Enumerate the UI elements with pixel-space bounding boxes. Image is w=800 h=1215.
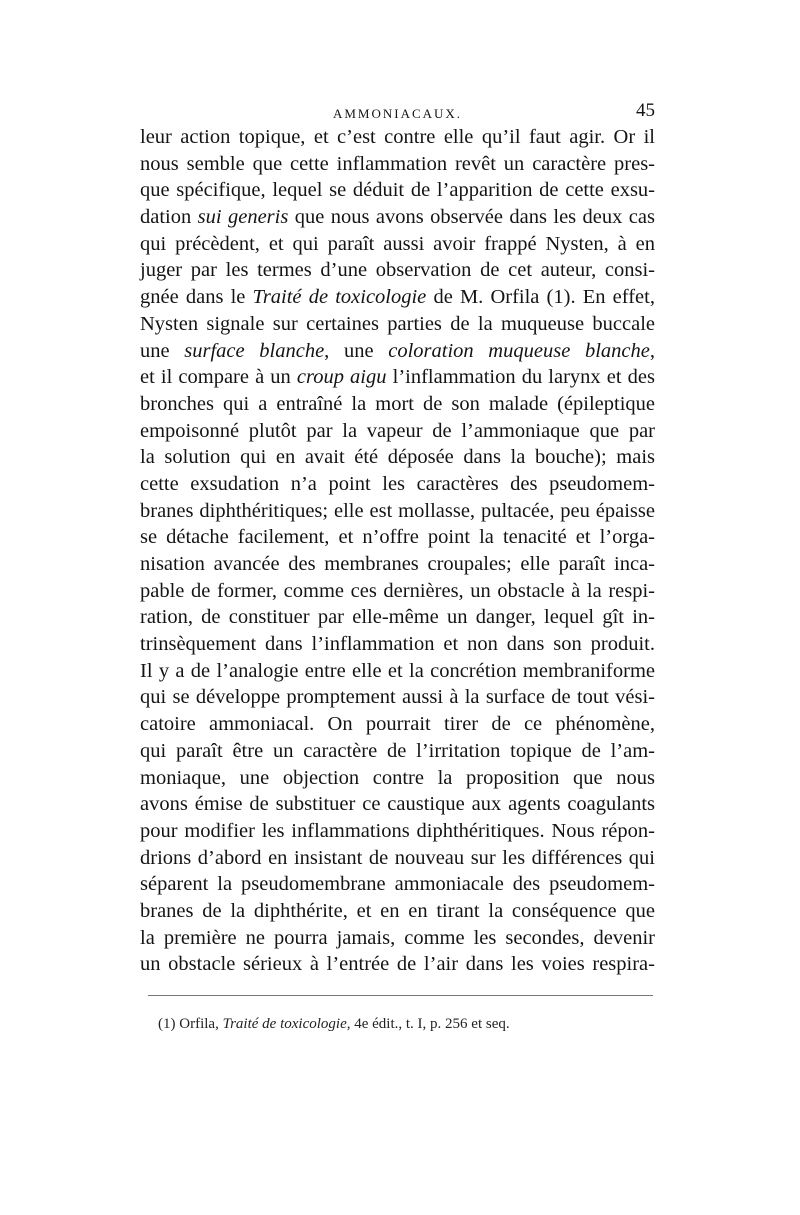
body-text <box>140 124 655 978</box>
italic-segment: sui generis <box>197 206 289 229</box>
text-segment: la solution qui en avait été déposée dans la bouche); mais <box>140 446 655 469</box>
text-line <box>140 524 655 551</box>
text-line <box>140 845 655 872</box>
text-segment: , <box>649 339 655 362</box>
text-segment: qui paraît être un caractère de l’irritation topique de l’am- <box>140 739 655 762</box>
footnote <box>158 1016 648 1033</box>
text-segment: ration, de constituer par elle-même un danger, lequel gît in- <box>140 606 655 629</box>
text-segment: branes diphthéritiques; elle est mollasse, pultacée, peu épaisse <box>140 499 655 522</box>
running-head: AMMONIACAUX. <box>332 106 463 121</box>
text-segment: Nysten signale sur certaines parties de la muqueuse buccale <box>140 312 655 335</box>
text-segment: avons émise de substituer ce caustique aux agents coagulants <box>140 793 655 816</box>
text-line <box>140 871 655 898</box>
text-line <box>140 418 655 445</box>
text-segment: pable de former, comme ces dernières, un obstacle à la respi- <box>140 579 655 602</box>
italic-segment: Traité de toxicologie <box>252 286 427 309</box>
text-line <box>140 231 655 258</box>
text-segment: l’inflammation du larynx et des <box>386 366 656 389</box>
text-line <box>140 925 655 952</box>
text-segment: la première ne pourra jamais, comme les secondes, devenir <box>140 926 655 949</box>
text-segment: qui se développe promptement aussi à la surface de tout vési- <box>140 686 655 709</box>
text-line <box>140 765 655 792</box>
text-segment: catoire ammoniacal. On pourrait tirer de ce phénomène, <box>140 713 655 736</box>
italic-segment: coloration muqueuse blanche <box>388 339 650 362</box>
footnote-number: (1) <box>158 1016 176 1032</box>
text-segment: qui précèdent, et qui paraît aussi avoir frappé Nysten, à en <box>140 232 655 255</box>
text-segment: moniaque, une objection contre la proposition que nous <box>140 766 655 789</box>
text-segment: et il compare à un <box>140 366 297 389</box>
text-segment: bronches qui a entraîné la mort de son malade (épileptique <box>140 392 655 415</box>
text-segment: un obstacle sérieux à l’entrée de l’air dans les voies respira- <box>140 953 655 976</box>
text-line <box>140 364 655 391</box>
text-segment: dation <box>140 206 198 229</box>
text-segment: Il y a de l’analogie entre elle et la concrétion membraniforme <box>140 659 655 682</box>
text-line <box>140 284 655 311</box>
text-segment: , une <box>324 339 389 362</box>
text-line <box>140 204 655 231</box>
text-segment: se détache facilement, et n’offre point la tenacité et l’orga- <box>140 526 655 549</box>
text-line <box>140 604 655 631</box>
text-segment: leur action topique, et c’est contre elle qu’il faut agir. Or il <box>140 126 655 148</box>
text-line <box>140 444 655 471</box>
text-line <box>140 151 655 178</box>
text-line <box>140 631 655 658</box>
text-line <box>140 711 655 738</box>
text-line <box>140 951 655 978</box>
text-segment: juger par les termes d’une observation de cet auteur, consi- <box>140 259 655 282</box>
text-line <box>140 257 655 284</box>
text-segment: nisation avancée des membranes croupales; elle paraît inca- <box>140 553 655 575</box>
text-line <box>140 311 655 338</box>
text-line <box>140 498 655 525</box>
italic-segment: surface blanche <box>184 339 325 362</box>
footnote-author: Orfila, <box>179 1016 219 1032</box>
italic-segment: croup aigu <box>296 366 387 389</box>
text-line <box>140 471 655 498</box>
text-segment: cette exsudation n’a point les caractères des pseudomem- <box>140 472 655 495</box>
text-line <box>140 684 655 711</box>
footnote-work: Traité de toxicologie, <box>222 1016 351 1032</box>
text-line <box>140 578 655 605</box>
text-line <box>140 124 655 151</box>
text-line <box>140 391 655 418</box>
text-segment: drions d’abord en insistant de nouveau sur les différences qui <box>140 846 655 869</box>
text-line <box>140 898 655 925</box>
text-segment: une <box>140 339 185 362</box>
text-segment: empoisonné plutôt par la vapeur de l’ammoniaque que par <box>140 419 655 442</box>
text-line <box>140 658 655 685</box>
footnote-divider <box>148 995 653 996</box>
page-number: 45 <box>636 100 655 121</box>
text-line <box>140 738 655 765</box>
footnote-details: 4e édit., t. I, p. 256 et seq. <box>354 1016 510 1032</box>
text-segment: trinsèquement dans l’inflammation et non dans son produit. <box>140 633 655 656</box>
text-segment: de M. Orfila (1). En effet, <box>426 286 655 309</box>
text-segment: pour modifier les inflammations diphthéritiques. Nous répon- <box>140 819 655 842</box>
text-line <box>140 818 655 845</box>
text-line <box>140 338 655 365</box>
text-segment: que nous avons observée dans les deux cas <box>288 206 655 229</box>
text-segment: nous semble que cette inflammation revêt un caractère pres- <box>140 152 655 175</box>
text-line <box>140 791 655 818</box>
text-segment: gnée dans le <box>140 286 253 309</box>
text-line <box>140 551 655 578</box>
text-line <box>140 177 655 204</box>
text-segment: branes de la diphthérite, et en en tirant la conséquence que <box>140 899 655 922</box>
text-segment: que spécifique, lequel se déduit de l’apparition de cette exsu- <box>140 179 655 202</box>
text-segment: séparent la pseudomembrane ammoniacale des pseudomem- <box>140 873 655 896</box>
